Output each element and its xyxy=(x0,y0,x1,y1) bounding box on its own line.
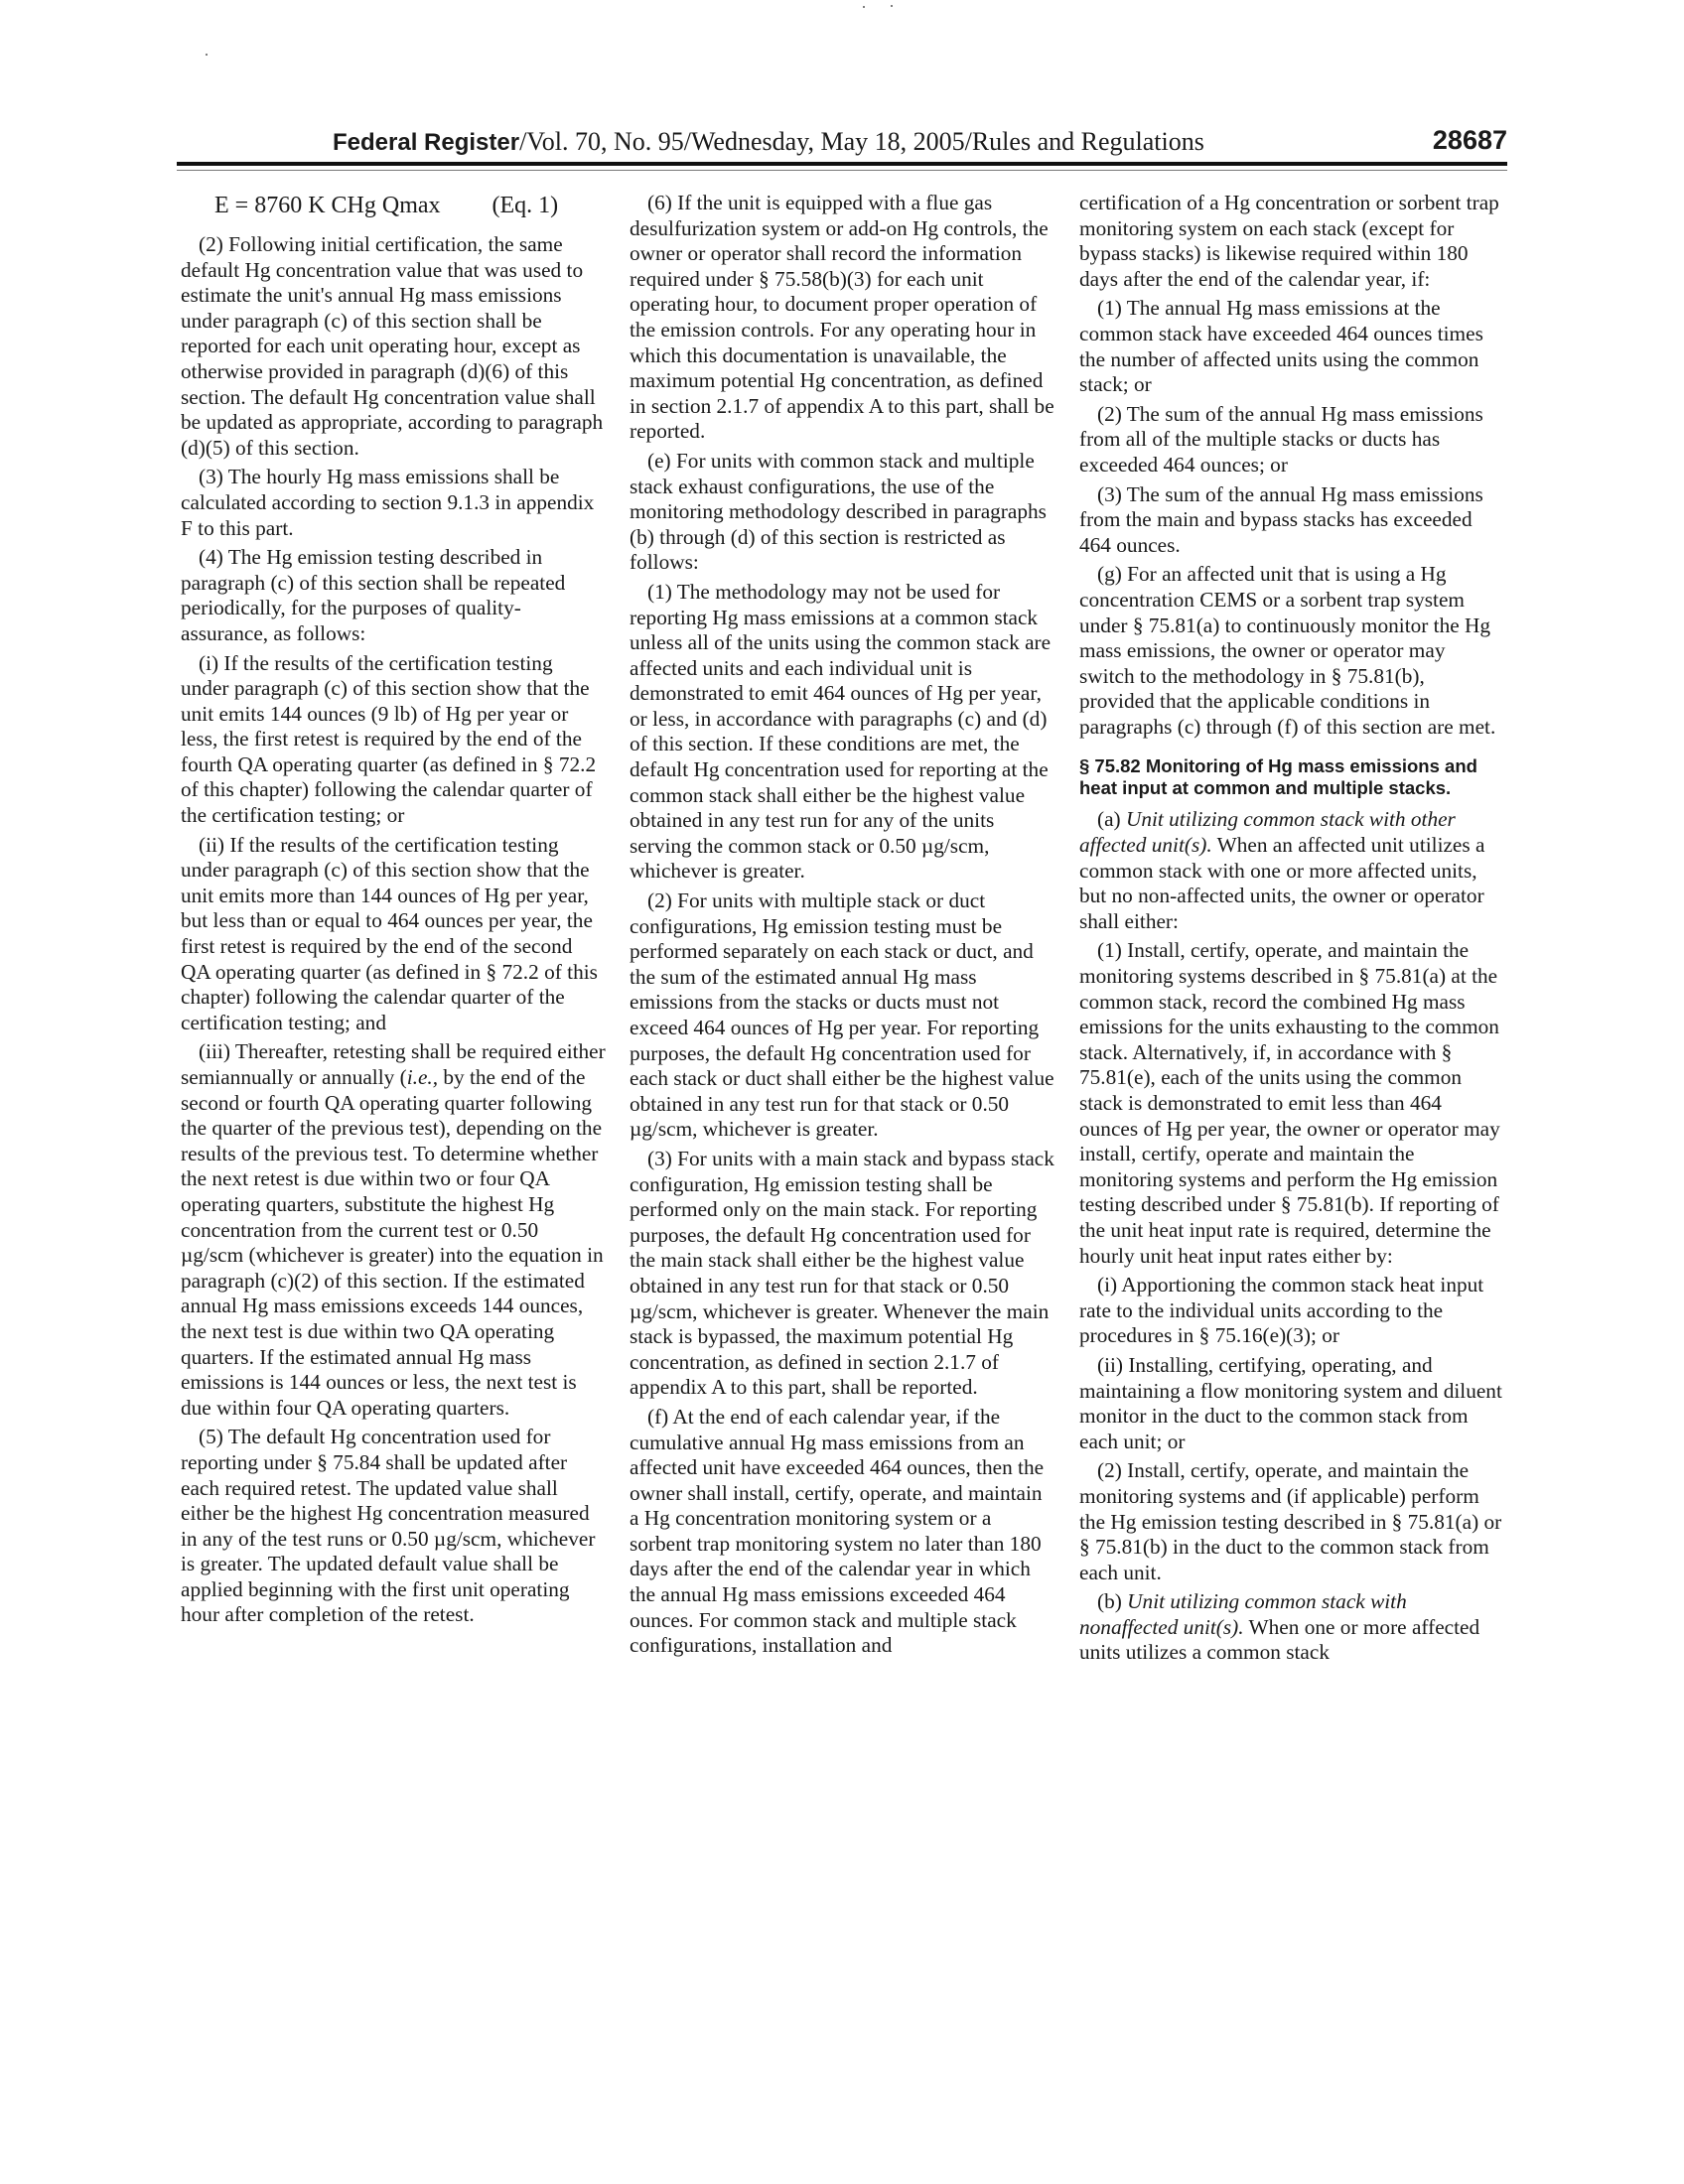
text-run: When an affected unit utilizes a common stack with one or more affected units, but no non-affected units, the owner or operator shall either: xyxy=(1079,833,1485,933)
header-rule xyxy=(177,162,1507,166)
header-rule-thin xyxy=(177,170,1507,171)
paragraph-f-continued: certification of a Hg concentration or sorbent trap monitoring system on each stack (except for bypass stacks) is likewise required within 180 days after the end of the calendar year, if: xyxy=(1079,191,1499,291)
paragraph-d3: (3) The hourly Hg mass emissions shall be calculated according to section 9.1.3 in appendix F to this part. xyxy=(181,465,595,540)
section-heading: § 75.82 Monitoring of Hg mass emissions and heat input at common and multiple stacks. xyxy=(1079,755,1477,799)
paragraph-a1-i: (i) Apportioning the common stack heat input rate to the individual units according to the procedures in § 75.16(e)(3); or xyxy=(1079,1273,1484,1348)
paragraph-d4: (4) The Hg emission testing described in paragraph (c) of this section shall be repeated periodically, for the purposes of quality-assurance, as follows: xyxy=(181,545,566,645)
paragraph-f1: (1) The annual Hg mass emissions at the common stack have exceeded 464 ounces times the number of affected units using the common stack; or xyxy=(1079,296,1483,397)
paragraph-d5: (5) The default Hg concentration used for reporting under § 75.84 shall be updated after each required retest. The updated value shall either be the highest Hg concentration measured in any of the test runs or 0.50 µg/scm, whichever is greater. The updated default value shall be applied beginning with the first unit operating hour after completion of the retest. xyxy=(181,1425,596,1627)
paragraph-f3: (3) The sum of the annual Hg mass emissions from the main and bypass stacks has exceeded 464 ounces. xyxy=(1079,481,1483,557)
paragraph-d4-ii: (ii) If the results of the certification testing under paragraph (c) of this section show that the unit emits more than 144 ounces of Hg per year, but less than or equal to 464 ounces per year, the first retest is required by the end of the second QA operating quarter (as defined in § 72.2 of this chapter) following the calendar quarter of the certification testing; and xyxy=(181,832,598,1034)
publication-name: Federal Register xyxy=(333,129,520,156)
page-number: 28687 xyxy=(1432,125,1507,155)
text-run: (b) xyxy=(1097,1589,1128,1614)
text-run: (a) xyxy=(1097,807,1126,832)
paragraph-a1: (1) Install, certify, operate, and maintain the monitoring systems described in § 75.81(a) at the common stack, record the combined Hg mass emissions for the units exhausting to the common stack. Alternatively, if, in accordance with § 75.81(e), each of the units using the common stack is demonstrated to emit less than 464 ounces of Hg per year, the owner or operator may install, certify, operate and maintain the monitoring systems and perform the Hg emission testing described under § 75.81(b). If reporting of the unit heat input rate is required, determine the hourly unit heat input rates either by: xyxy=(1079,938,1500,1268)
italic-ie: i.e., xyxy=(406,1065,439,1089)
paragraph-d4-i: (i) If the results of the certification testing under paragraph (c) of this section show that the unit emits 144 ounces (9 lb) of Hg per year or less, the first retest is required by the end of the fourth QA operating quarter (as defined in § 72.2 of this chapter) following the calendar quarter of the certification testing; or xyxy=(181,650,597,828)
paragraph-f2: (2) The sum of the annual Hg mass emissions from all of the multiple stacks or ducts has exceeded 464 ounces; or xyxy=(1079,401,1483,477)
equation-1 xyxy=(181,191,606,220)
paragraph-g: (g) For an affected unit that is using a Hg concentration CEMS or a sorbent trap system under § 75.81(a) to continuously monitor the Hg mass emissions, the owner or operator may switch to the methodology in § 75.81(b), provided that the applicable conditions in paragraphs (c) through (f) of this section are met. xyxy=(1079,562,1496,739)
paragraph-a-title: Unit utilizing common stack with other affected unit(s). xyxy=(1079,807,1456,858)
scan-speck xyxy=(891,5,893,7)
column-1 xyxy=(181,191,606,1632)
paragraph-d2: (2) Following initial certification, the same default Hg concentration value that was used to estimate the unit's annual Hg mass emissions under paragraph (c) of this section shall be reported for each unit operating hour, except as otherwise provided in paragraph (d)(6) of this section. The default Hg concentration value shall be updated as appropriate, according to paragraph (d)(5) of this section. xyxy=(181,232,604,460)
paragraph-f: (f) At the end of each calendar year, if the cumulative annual Hg mass emissions from an affected unit have exceeded 464 ounces, then the owner shall install, certify, operate, and maintain a Hg concentration monitoring system or a sorbent trap monitoring system no later than 180 days after the end of the calendar year in which the annual Hg mass emissions exceeded 464 ounces. For common stack and multiple stack configurations, installation and xyxy=(630,1404,1045,1658)
paragraph-b-title: Unit utilizing common stack with nonaffected unit(s). xyxy=(1079,1589,1407,1639)
text-run: (iii) Thereafter, retesting shall be required either semiannually or annually ( xyxy=(181,1039,606,1089)
paragraph-e2: (2) For units with multiple stack or duct configurations, Hg emission testing must be performed separately on each stack or duct, and the sum of the estimated annual Hg mass emissions from the stacks or ducts must not exceed 464 ounces of Hg per year. For reporting purposes, the default Hg concentration used for each stack or duct shall either be the highest value obtained in any test run for that stack or 0.50 µg/scm, whichever is greater. xyxy=(630,888,1054,1142)
text-run: When one or more affected units utilizes a common stack xyxy=(1079,1614,1480,1665)
paragraph-a2: (2) Install, certify, operate, and maintain the monitoring systems and (if applicable) perform the Hg emission testing described in § 75.81(a) or § 75.81(b) in the duct to the common stack from each unit. xyxy=(1079,1458,1502,1584)
paragraph-e1: (1) The methodology may not be used for reporting Hg mass emissions at a common stack unless all of the units using the common stack are affected units and each individual unit is demonstrated to emit 464 ounces of Hg per year, or less, in accordance with paragraphs (c) and (d) of this section. If these conditions are met, the default Hg concentration used for reporting at the common stack shall either be the highest value obtained in any test run for any of the units serving the common stack or 0.50 µg/scm, whichever is greater. xyxy=(630,579,1052,884)
paragraph-b xyxy=(1079,1589,1504,1666)
scan-speck xyxy=(863,6,865,8)
column-3 xyxy=(1079,191,1504,1670)
equation-number: (Eq. 1) xyxy=(491,193,559,218)
text-run: by the end of the second or fourth QA operating quarter following the quarter of the previous test), depending on the results of the previous test. To determine whether the next retest is due within two or four QA operating quarters, substitute the highest Hg concentration from the current test or 0.50 µg/scm (whichever is greater) into the equation in paragraph (c)(2) of this section. If the estimated annual Hg mass emissions exceeds 144 ounces, the next test is due within two QA operating quarters. If the estimated annual Hg mass emissions is 144 ounces or less, the next test is due within four QA operating quarters. xyxy=(181,1065,604,1420)
paragraph-d4-iii xyxy=(181,1039,606,1421)
equation-text: E = 8760 K CHg Qmax xyxy=(214,193,441,218)
header-title xyxy=(333,127,1204,157)
paragraph-e: (e) For units with common stack and multiple stack exhaust configurations, the use of the monitoring methodology described in paragraphs (b) through (d) of this section is restricted as follows: xyxy=(630,448,1047,575)
paragraph-a xyxy=(1079,807,1504,934)
paragraph-a1-ii: (ii) Installing, certifying, operating, and maintaining a flow monitoring system and diluent monitor in the duct to the common stack from each unit; or xyxy=(1079,1352,1502,1453)
page-header xyxy=(177,121,1507,161)
column-2 xyxy=(630,191,1054,1663)
paragraph-e3: (3) For units with a main stack and bypass stack configuration, Hg emission testing shall be performed only on the main stack. For reporting purposes, the default Hg concentration used for the main stack shall either be the highest value obtained in any test run for that stack or 0.50 µg/scm, whichever is greater. Whenever the main stack is bypassed, the maximum potential Hg concentration, as defined in section 2.1.7 of appendix A to this part, shall be reported. xyxy=(630,1146,1054,1400)
paragraph-d6: (6) If the unit is equipped with a flue gas desulfurization system or add-on Hg controls, the owner or operator shall record the information required under § 75.58(b)(3) for each unit operating hour, to document proper operation of the emission controls. For any operating hour in which this documentation is unavailable, the maximum potential Hg concentration, as defined in section 2.1.7 of appendix A to this part, shall be reported. xyxy=(630,191,1054,444)
issue-info: /Vol. 70, No. 95/Wednesday, May 18, 2005/Rules and Regulations xyxy=(519,127,1204,156)
scan-speck xyxy=(206,54,208,56)
